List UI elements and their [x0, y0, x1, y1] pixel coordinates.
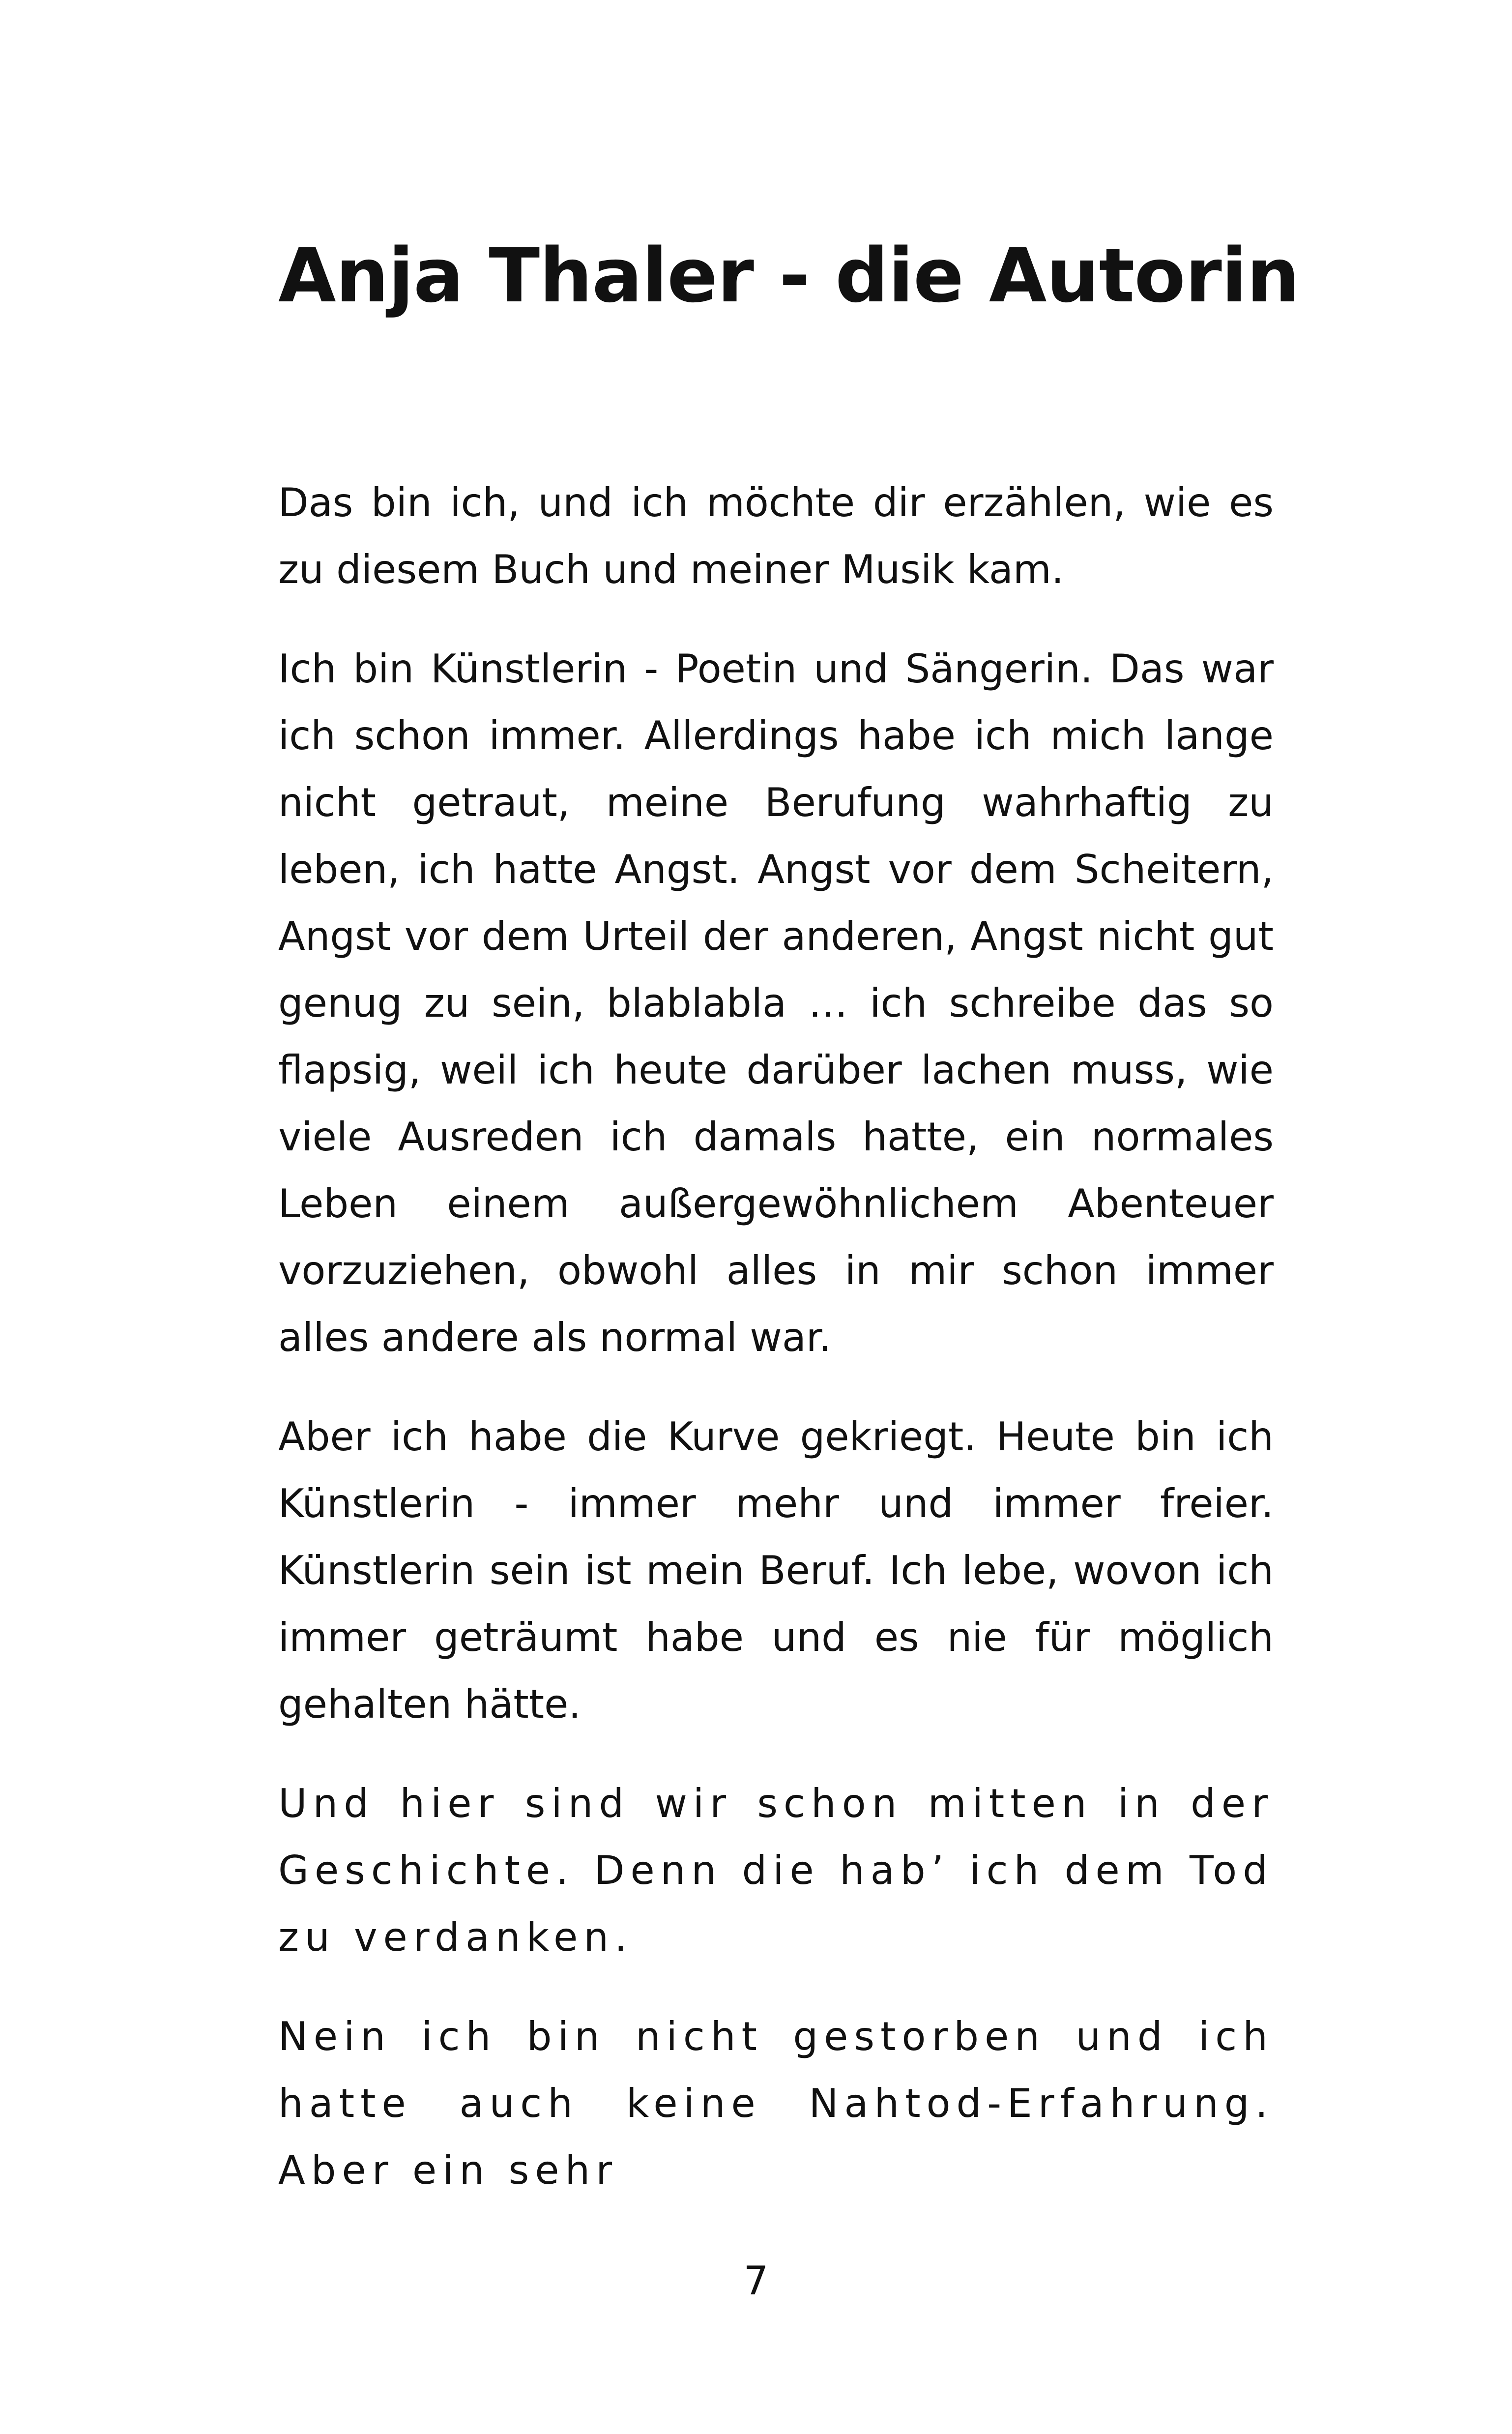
paragraph-artist: Ich bin Künstlerin - Poetin und Sängerin. Das war ich schon immer. Allerdings habe ich mich lange nicht getraut, meine Berufung wahrhaftig zu leben, ich hatte Angst. Angst vor dem Scheitern, Angst vor dem Urteil der anderen, Angst nicht gut genug zu sein, blablabla … ich schreibe das so flapsig, weil ich heute darüber lachen muss, wie viele Ausreden ich damals hatte, ein normales Leben einem außergewöhnlichem Abenteuer vorzuziehen, obwohl alles in mir schon immer alles andere als normal war. [278, 646, 1274, 1360]
page-number: 7 [743, 2258, 769, 2304]
paragraph-intro: Das bin ich, und ich möchte dir erzählen, wie es zu diesem Buch und meiner Musik kam. [278, 480, 1274, 592]
chapter-title: Anja Thaler - die Autorin [278, 232, 1300, 319]
paragraph-continuation: Nein ich bin nicht gestorben und ich hatte auch keine Nahtod-Erfahrung. Aber ein sehr [278, 2014, 1274, 2193]
paragraph-turnaround: Aber ich habe die Kurve gekriegt. Heute bin ich Künstlerin - immer mehr und immer freier. Künstlerin sein ist mein Beruf. Ich lebe, wovon ich immer geträumt habe und es nie für möglich gehalten hätte. [278, 1414, 1274, 1727]
paragraph-story: Und hier sind wir schon mitten in der Geschichte. Denn die hab’ ich dem Tod zu verdanken. [278, 1781, 1274, 1960]
body-text [278, 469, 1274, 2236]
